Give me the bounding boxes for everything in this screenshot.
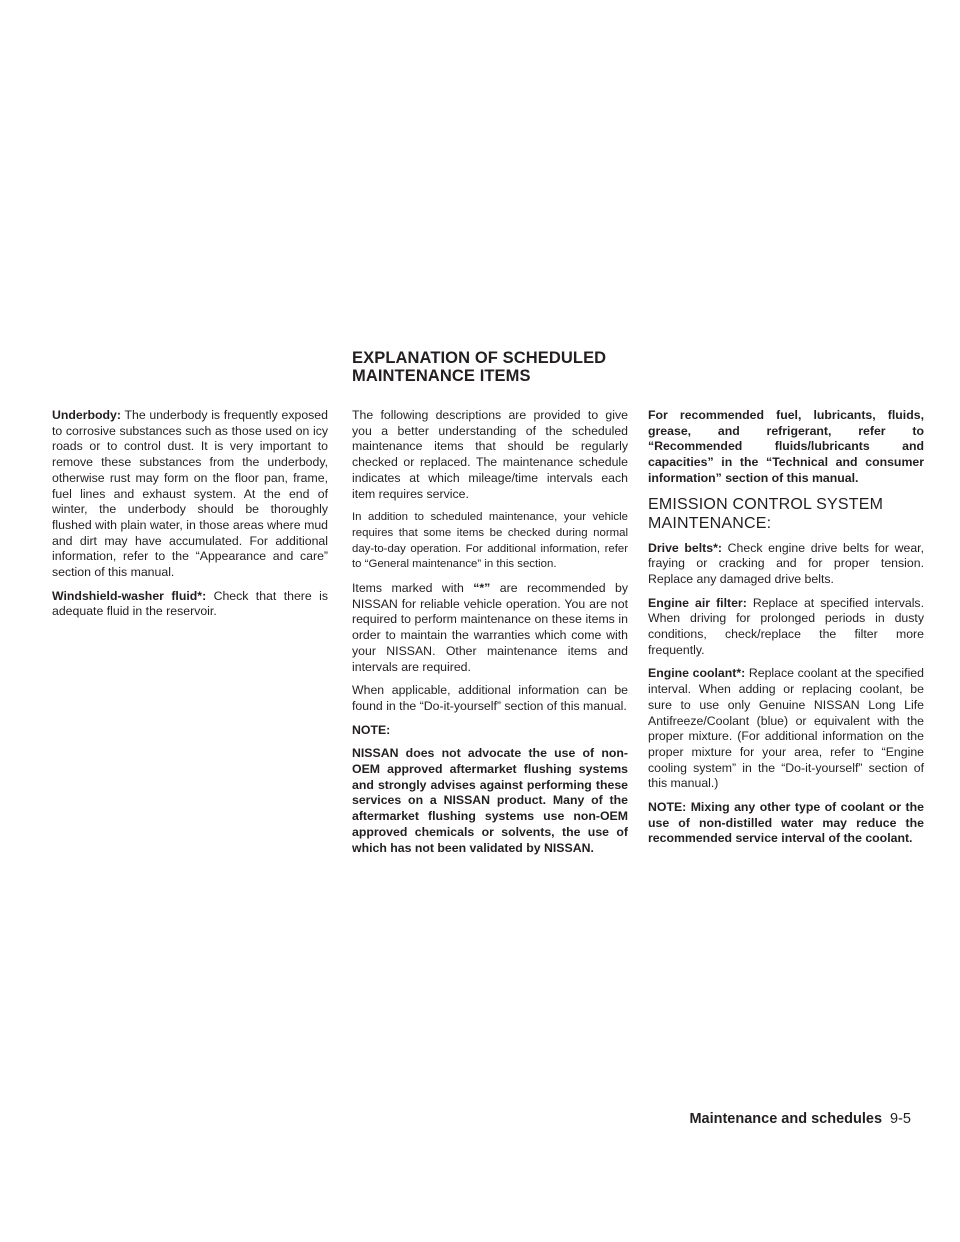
general-maintenance-paragraph: In addition to scheduled maintenance, your vehicle requires that some items be checked during normal day-to-day operation. For additional information, refer to “General maintenance” in this section.: [352, 511, 628, 571]
column-right: [648, 408, 924, 855]
air-filter-paragraph: [648, 596, 924, 659]
column-middle: [352, 408, 628, 864]
coolant-text: Replace coolant at the specified interval. When adding or replacing coolant, be sure to use only Genuine NISSAN Long Life Antifreeze/Coolant (blue) or equivalent with the proper mixture. (For additional information on the proper mixture for your area, refer to “Engine cooling system” in the “Do-it-yourself” section of this manual.): [648, 666, 924, 791]
page-number: 9-5: [890, 1111, 911, 1127]
asterisk-text-after: are recommended by NISSAN for reliable vehicle operation. You are not required to perform maintenance on these items in order to maintain the warranties which come with your NISSAN. Other maintenance items and intervals are required.: [352, 581, 628, 674]
air-filter-text: Replace at specified intervals. When driving for prolonged periods in dusty conditions, check/replace the filter more frequently.: [648, 595, 924, 657]
intro-paragraph: The following descriptions are provided to give you a better understanding of the scheduled maintenance items that should be regularly checked or replaced. The maintenance schedule indicates at which mileage/time intervals each item requires service.: [352, 408, 628, 501]
emission-control-heading: EMISSION CONTROL SYSTEM MAINTENANCE:: [648, 495, 884, 532]
flushing-note: NISSAN does not advocate the use of non-OEM approved aftermarket flushing systems and strongly advises against performing these services on a NISSAN product. Many of the aftermarket flushing systems use non-OEM approved chemicals or solvents, the use of which has not been validated by NISSAN.: [352, 746, 628, 855]
page-footer: [689, 1110, 911, 1128]
air-filter-lead: Engine air filter:: [648, 595, 747, 610]
drive-belts-text: Check engine drive belts for wear, fraying or cracking and for proper tension. Replace any damaged drive belts.: [648, 540, 925, 586]
drive-belts-lead: Drive belts*:: [648, 540, 722, 555]
underbody-text: The underbody is frequently exposed to corrosive substances such as those used on icy roads or to control dust. It is very important to remove these substances from the underbody, otherwise rust may form on the floor pan, frame, fuel lines and exhaust system. At the end of winter, the underbody should be thoroughly flushed with plain water, in those areas where mud and dirt may have accumulated. For additional information, refer to the “Appearance and care” section of this manual.: [52, 408, 328, 580]
asterisk-text-before: Items marked with: [352, 581, 464, 596]
coolant-paragraph: [648, 666, 924, 792]
column-left: [52, 408, 328, 628]
fluids-reference-paragraph: For recommended fuel, lubricants, fluids, grease, and refrigerant, refer to “Recommended fluids/lubricants and capacities” in the “Technical and consumer information” section of this manual.: [648, 408, 924, 485]
diy-reference-paragraph: When applicable, additional information can be found in the “Do-it-yourself” section of this manual.: [352, 683, 628, 713]
drive-belts-paragraph: [648, 541, 924, 588]
washer-fluid-paragraph: [52, 589, 328, 620]
asterisk-mark: “*”: [473, 581, 491, 596]
note-label: NOTE:: [352, 722, 391, 737]
underbody-paragraph: [52, 408, 328, 581]
coolant-note: NOTE: Mixing any other type of coolant or the use of non-distilled water may reduce the recommended service interval of the coolant.: [648, 800, 924, 846]
section-title: EXPLANATION OF SCHEDULED MAINTENANCE ITEMS: [352, 349, 607, 385]
coolant-lead: Engine coolant*:: [648, 666, 746, 681]
underbody-lead: Underbody:: [52, 408, 121, 422]
washer-fluid-lead: Windshield-washer fluid*:: [52, 588, 207, 603]
chapter-title: Maintenance and schedules: [689, 1111, 883, 1127]
washer-fluid-text: Check that there is adequate fluid in the reservoir.: [52, 588, 328, 619]
asterisk-items-paragraph: [352, 581, 628, 675]
